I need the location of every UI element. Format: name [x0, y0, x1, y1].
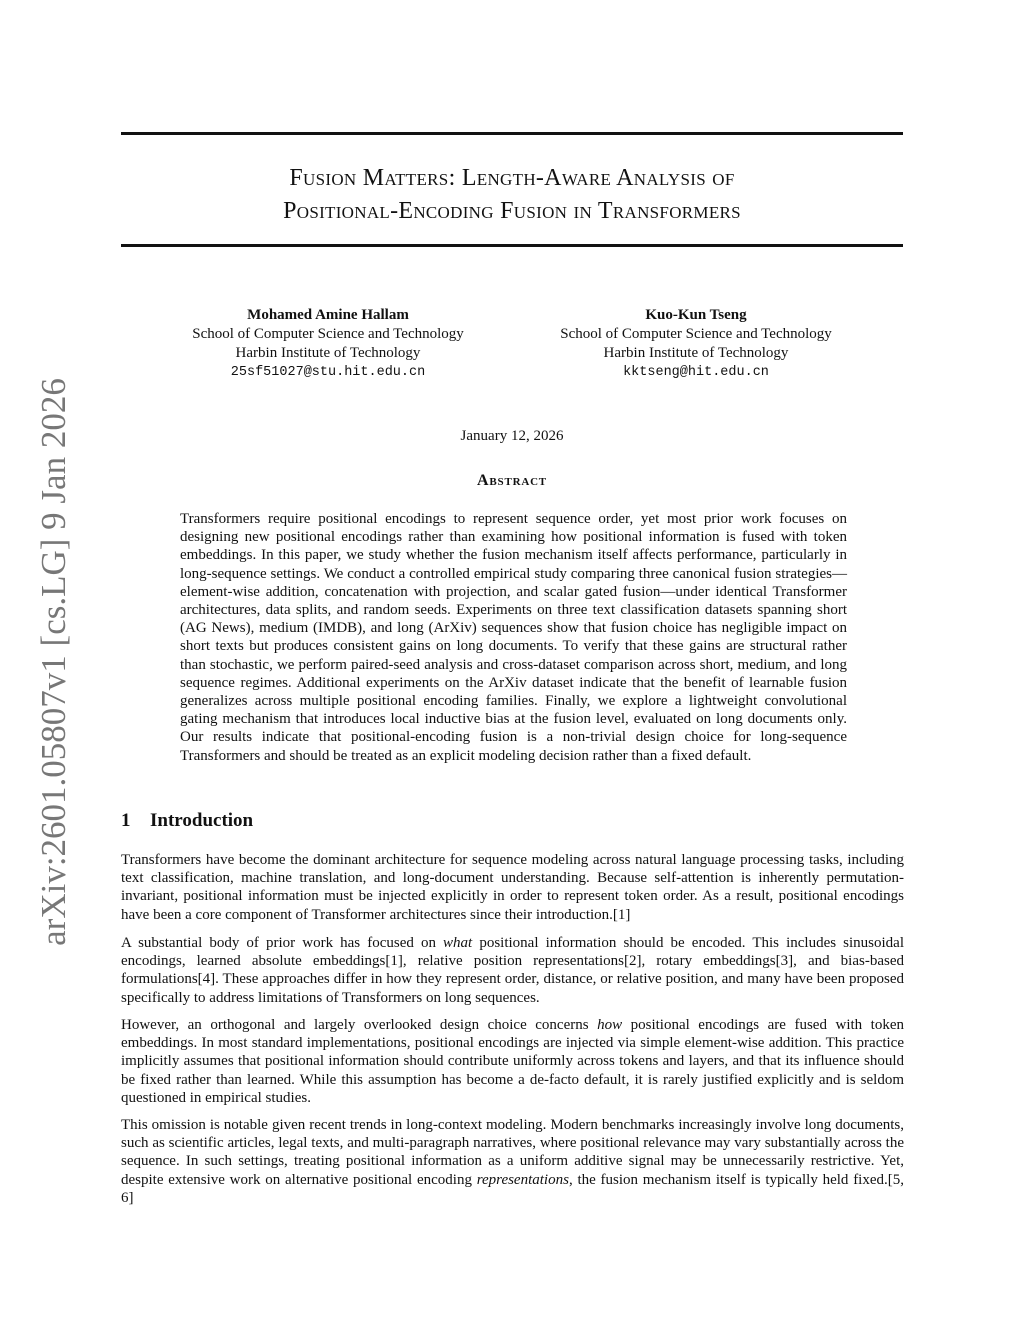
paragraph-text: positional encodings are fused with token embeddings. In most standard implementations, positional encodings are injected via simple element-wise addition. This practice implicitly assumes that positional information should contribute uniformly across tokens and layers, and that its influence should be fixed rather than learned. While this assumption has become a de-facto default, it is rarely justified explicitly and is seldom questioned in empirical studies. — [121, 1017, 904, 1106]
publication-date: January 12, 2026 — [460, 428, 564, 444]
paragraph-text: However, an orthogonal and largely overlooked design choice concerns — [121, 1017, 598, 1033]
arxiv-identifier: arXiv:2601.05807v1 [cs.LG] 9 Jan 2026 — [34, 378, 73, 946]
title-bottom-rule — [121, 244, 903, 247]
paragraph-text: , the fusion mechanism itself is typically held fixed.[5, 6] — [121, 1171, 905, 1206]
abstract-heading: Abstract — [477, 472, 547, 489]
section-heading — [121, 810, 253, 832]
author-department: School of Computer Science and Technology — [560, 326, 832, 342]
section-title: Introduction — [150, 810, 254, 831]
author-block — [148, 306, 508, 382]
intro-paragraph-3 — [121, 1016, 904, 1107]
emphasis-text: what — [443, 935, 473, 951]
section-number: 1 — [121, 810, 131, 831]
author-department: School of Computer Science and Technology — [192, 326, 464, 342]
intro-paragraph-1: Transformers have become the dominant architecture for sequence modeling across natural language processing tasks, including text classification, machine translation, and long-document understanding. Because self-attention is inherently permutation-invariant, positional information must be injected explicitly in order to represent token order. As a result, positional encodings have been a core component of Transformer architectures since their introduction.[1] — [121, 852, 904, 923]
author-name: Kuo-Kun Tseng — [645, 307, 747, 323]
paragraph-text: A substantial body of prior work has focused on — [121, 935, 444, 951]
intro-paragraph-2 — [121, 934, 904, 1007]
author-block — [516, 306, 876, 382]
emphasis-text: how — [597, 1017, 623, 1033]
abstract-body: Transformers require positional encodings to represent sequence order, yet most prior work focuses on designing new positional encodings rather than examining how positional information is fused with token embeddings. In this paper, we study whether the fusion mechanism itself affects performance, particularly in long-sequence settings. We conduct a controlled empirical study comparing three canonical fusion strategies—element-wise addition, concatenation with projection, and scalar gated fusion—under identical Transformer architectures, data splits, and random seeds. Experiments on three text classification datasets spanning short (AG News), medium (IMDB), and long (ArXiv) sequences show that fusion choice has negligible impact on short texts but produces consistent gains on long documents. To verify that these gains are structural rather than stochastic, we perform paired-seed analysis and cross-dataset comparison across short, medium, and long sequence regimes. Additional experiments on the ArXiv dataset indicate that the benefit of learnable fusion generalizes across multiple positional encoding families. Finally, we explore a lightweight convolutional gating mechanism that introduces local inductive bias at the fusion level, evaluated on long documents only. Our results indicate that positional-encoding fusion is a non-trivial design choice for long-sequence Transformers and should be treated as an explicit modeling decision rather than a fixed default. — [180, 511, 847, 764]
author-email[interactable]: kktseng@hit.edu.cn — [623, 365, 769, 380]
paper-title-line-1: Fusion Matters: Length-Aware Analysis of — [289, 165, 735, 191]
author-institution: Harbin Institute of Technology — [603, 345, 789, 361]
title-top-rule — [121, 132, 903, 135]
emphasis-text: representations — [476, 1171, 569, 1188]
paragraph-text: This omission is notable given recent trends in long-context modeling. Modern benchmarks increasingly involve long documents, such as scientific articles, legal texts, and multi-paragraph narratives, where positional relevance may vary substantially across the sequence. In such settings, treating positional information as a uniform additive signal may be unnecessarily restrictive. Yet, despite extensive work on alternative positional encoding — [121, 1117, 904, 1188]
intro-paragraph-4 — [121, 1116, 904, 1207]
author-email[interactable]: 25sf51027@stu.hit.edu.cn — [230, 365, 426, 380]
author-name: Mohamed Amine Hallam — [247, 307, 409, 323]
author-institution: Harbin Institute of Technology — [235, 345, 421, 361]
paragraph-text: positional information should be encoded. This includes sinusoidal encodings, learned absolute embeddings[1], relative position representations[2], rotary embeddings[3], and bias-based formulations[4]. These approaches differ in how they represent order, distance, or relative position, and many have been proposed specifically to address limitations of Transformers on long sequences. — [121, 935, 904, 1006]
paper-title-line-2: Positional-Encoding Fusion in Transformers — [283, 198, 741, 224]
